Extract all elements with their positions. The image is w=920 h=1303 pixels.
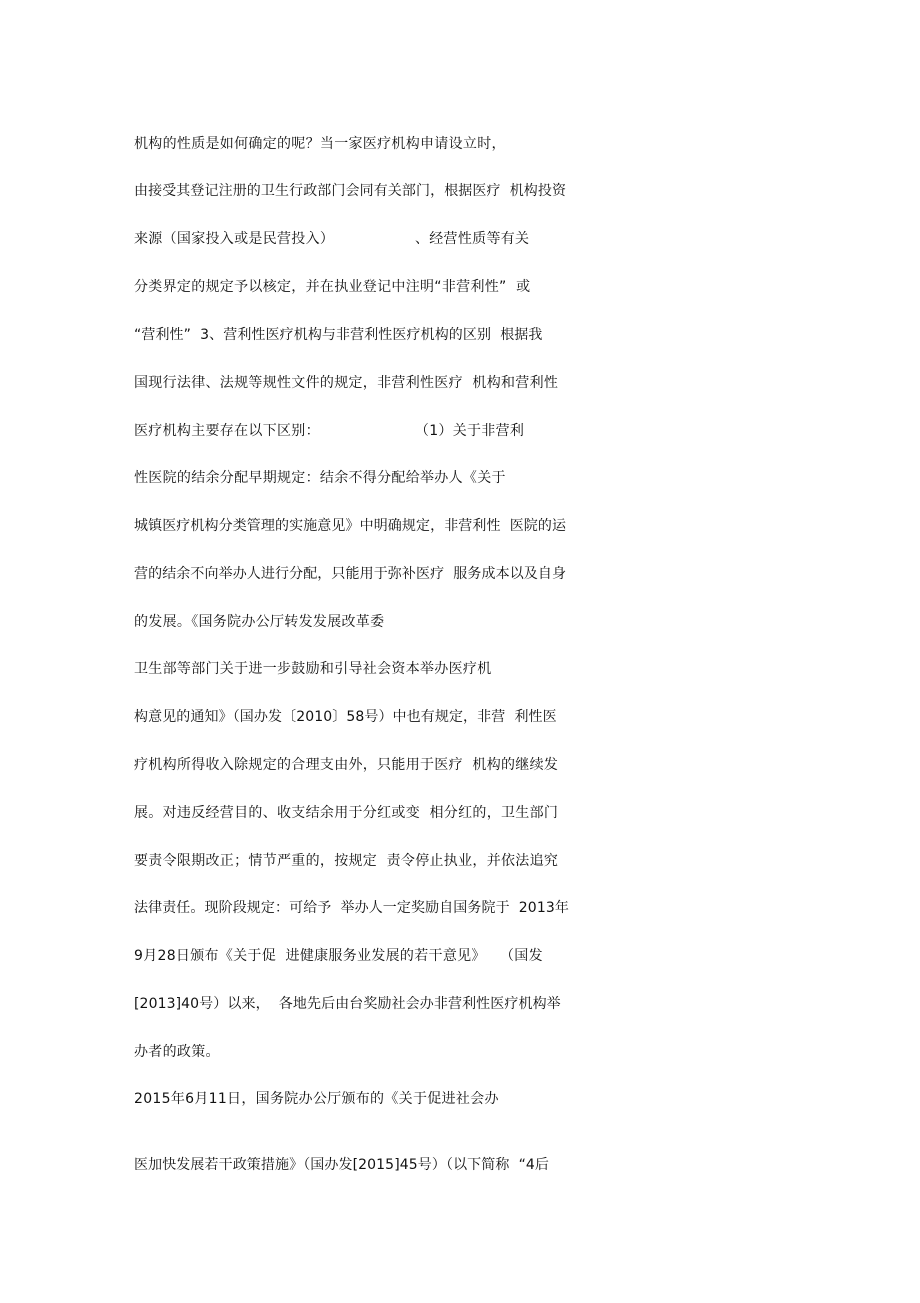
text-line: 法律责任。现阶段规定：可给予 举办人一定奖励自国务院于 2013年: [134, 900, 569, 916]
text-line: 分类界定的规定予以核定，并在执业登记中注明“非营利性” 或: [134, 279, 531, 295]
text-line: 机构的性质是如何确定的呢？当一家医疗机构申请设立时，: [134, 136, 506, 152]
text-line: 办者的政策。: [134, 1044, 220, 1060]
text-line: 的发展。《国务院办公厅转发发展改革委: [134, 614, 385, 630]
text-line: 城镇医疗机构分类管理的实施意见》中明确规定，非营利性 医院的运: [134, 518, 567, 534]
text-line: 疗机构所得收入除规定的合理支由外，只能用于医疗 机构的继续发: [134, 757, 559, 773]
text-line: 卫生部等部门关于进一步鼓励和引导社会资本举办医疗机: [134, 661, 492, 677]
text-line: 医加快发展若干政策措施》（国办发[2015]45号）（以下简称 “4后: [134, 1157, 550, 1173]
text-line: 国现行法律、法规等规性文件的规定，非营利性医疗 机构和营利性: [134, 375, 559, 391]
text-line: 展。对违反经营目的、收支结余用于分红或变 相分红的，卫生部门: [134, 805, 559, 821]
text-line: 性医院的结余分配早期规定：结余不得分配给举办人《关于: [134, 470, 506, 486]
text-line: 医疗机构主要存在以下区别： （1）关于非营利: [134, 423, 525, 439]
text-line: 要责令限期改正；情节严重的，按规定 责令停止执业，并依法追究: [134, 853, 559, 869]
text-line: 由接受其登记注册的卫生行政部门会同有关部门，根据医疗 机构投资: [134, 183, 567, 199]
text-line: 9月28日颁布《关于促 进健康服务业发展的若干意见》 （国发: [134, 948, 543, 964]
text-line: 构意见的通知》（国办发〔2010〕58号）中也有规定，非营 利性医: [134, 709, 557, 725]
text-line: 营的结余不向举办人进行分配，只能用于弥补医疗 服务成本以及自身: [134, 566, 567, 582]
text-line: [2013]40号）以来， 各地先后由台奖励社会办非营利性医疗机构举: [134, 996, 561, 1012]
text-line: 2015年6月11日，国务院办公厅颁布的《关于促进社会办: [134, 1091, 499, 1107]
text-line: “营利性” 3、营利性医疗机构与非营利性医疗机构的区别 根据我: [134, 327, 543, 343]
text-line: 来源（国家投入或是民营投入） 、经营性质等有关: [134, 231, 530, 247]
